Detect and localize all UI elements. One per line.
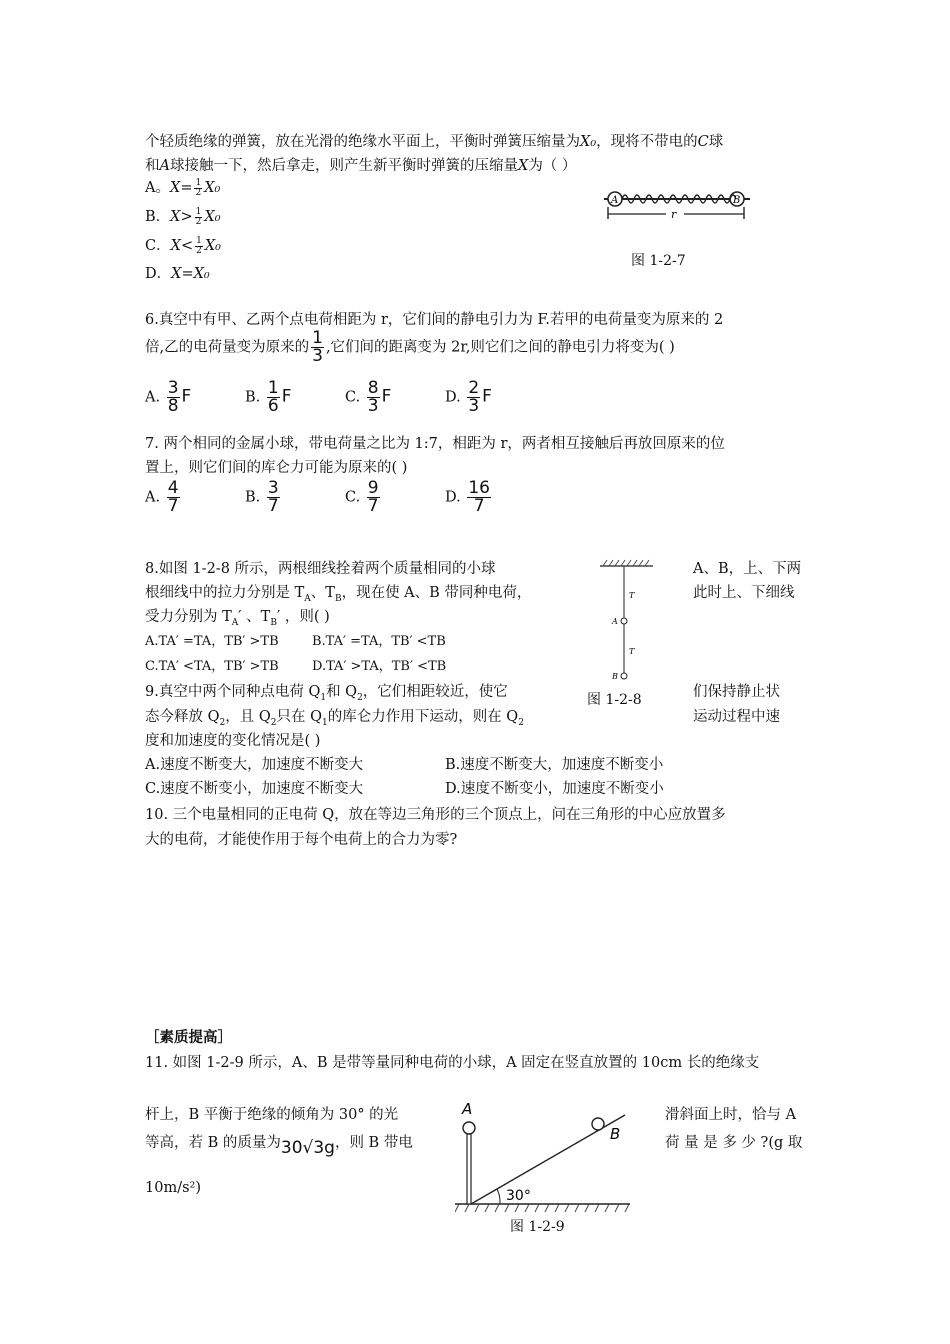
q9-option-d: D.速度不断变小，加速度不断变小 xyxy=(445,781,664,797)
q6-option-c: C. $\frac{8}{3}$ F xyxy=(345,378,392,416)
q5-option-a: A。X= $\frac{1}{2}$ X₀ xyxy=(145,177,221,198)
q6-option-a: A. $\frac{3}{8}$ F xyxy=(145,378,192,416)
fig-label-angle: 30° xyxy=(506,1188,531,1204)
q8-option-c: C.TA′ <TA，TB′ >TB xyxy=(145,659,279,674)
q9-option-a: A.速度不断变大，加速度不断变大 xyxy=(145,757,364,773)
q8-option-a: A.TA′ =TA，TB′ >TB xyxy=(145,634,279,649)
q8-line1-right: A、B，上、下两 xyxy=(693,561,802,577)
q7-line2: 置上，则它们间的库仑力可能为原来的( ) xyxy=(145,460,408,476)
q6-option-d: D. $\frac{2}{3}$ F xyxy=(445,378,492,416)
q5-frac-half: $\frac{1}{2}$ xyxy=(195,177,202,198)
fig-label-a: A xyxy=(611,195,619,206)
fig-label-a: A xyxy=(612,617,618,626)
q9-line3: 度和加速度的变化情况是( ) xyxy=(145,733,321,749)
fig-label-ta: T xyxy=(629,591,635,600)
q8-option-b: B.TA′ =TA，TB′ <TB xyxy=(312,634,446,649)
fig-label-a: A xyxy=(462,1100,473,1118)
q8-line2: 根细线中的拉力分别是 $T_A$、$T_B$，现在使 A、B 带同种电荷， xyxy=(145,585,532,604)
q11-line3: 等高，若 B 的质量为30√3g，则 B 带电 xyxy=(145,1135,413,1158)
q10-line2: 大的电荷，才能使作用于每个电荷上的合力为零? xyxy=(145,832,458,848)
q5-line1: 个轻质绝缘的弹簧，放在光滑的绝缘水平面上，平衡时弹簧压缩量为X₀，现将不带电的C球 xyxy=(145,134,724,150)
q5-option-b: B．X> $\frac{1}{2}$ X₀ xyxy=(145,206,221,227)
q9-line1: 9.真空中两个同种点电荷 $Q_1$和 $Q_2$，它们相距较近，使它 xyxy=(145,684,508,703)
figure-1-2-8-caption: 图 1-2-8 xyxy=(587,692,642,708)
q9-option-b: B.速度不断变大，加速度不断变小 xyxy=(445,757,664,773)
q11-line2-right: 滑斜面上时，恰与 A xyxy=(665,1107,797,1123)
q8-line3: 受力分别为 $T_A'$ 、$T_B'$ ，则( ) xyxy=(145,609,330,628)
q7-line1: 7. 两个相同的金属小球，带电荷量之比为 1:7，相距为 r，两者相互接触后再放回原来的位 xyxy=(145,436,725,452)
q11-line1: 11. 如图 1-2-9 所示，A、B 是带等量同种电荷的小球，A 固定在竖直放置的 10cm 长的绝缘支 xyxy=(145,1055,760,1071)
section-title: ［素质提高］ xyxy=(145,1029,232,1046)
fig-label-b: B xyxy=(733,195,741,206)
q9-option-c: C.速度不断变小，加速度不断变大 xyxy=(145,781,364,797)
figure-1-2-8-hanging-balls xyxy=(595,558,665,686)
q8-line1: 8.如图 1-2-8 所示，两根细线拴着两个质量相同的小球 xyxy=(145,561,496,577)
fig-label-b: B xyxy=(610,1125,621,1143)
q11-line3-right: 荷 量 是 多 少 ?(g 取 xyxy=(665,1135,803,1151)
figure-1-2-7-spring xyxy=(600,185,760,230)
q9-line1-right: 们保持静止状 xyxy=(693,684,780,700)
fig-label-r: r xyxy=(671,208,677,221)
q7-option-d: D. $\frac{16}{7}$ xyxy=(445,478,490,516)
q9-line2-right: 运动过程中速 xyxy=(693,709,780,725)
q11-line2: 杆上，B 平衡于绝缘的倾角为 30° 的光 xyxy=(145,1107,399,1123)
q7-option-b: B. $\frac{3}{7}$ xyxy=(245,478,279,516)
q7-option-a: A. $\frac{4}{7}$ xyxy=(145,478,179,516)
q11-mass: 30√3g xyxy=(280,1138,335,1158)
fig-label-tb: T xyxy=(629,647,635,656)
figure-1-2-9-incline xyxy=(455,1098,635,1216)
fig-label-b: B xyxy=(612,672,618,681)
q7-option-c: C. $\frac{9}{7}$ xyxy=(345,478,379,516)
q8-line2-right: 此时上、下细线 xyxy=(693,585,795,601)
q9-line2: 态今释放 $Q_2$，且 $Q_2$只在 $Q_1$的库仑力作用下运动，则在 $Q_2$ xyxy=(145,709,524,728)
q6-line2: 倍,乙的电荷量变为原来的 $\frac{1}{3}$ ,它们间的距离变为 2r,则它们之间的静电引力将变为( ) xyxy=(145,328,675,366)
figure-1-2-7-caption: 图 1-2-7 xyxy=(631,253,686,269)
q5-option-d: D．X=X₀ xyxy=(145,266,210,282)
q11-line4: 10m/s²) xyxy=(145,1180,201,1196)
q5-option-c: C．X< $\frac{1}{2}$ X₀ xyxy=(145,235,221,256)
q6-line1: 6.真空中有甲、乙两个点电荷相距为 r，它们间的静电引力为 F.若甲的电荷量变为原来的 2 xyxy=(145,312,724,328)
q6-option-b: B. $\frac{1}{6}$ F xyxy=(245,378,292,416)
q10-line1: 10. 三个电量相同的正电荷 Q，放在等边三角形的三个顶点上，问在三角形的中心应放置多 xyxy=(145,807,726,823)
figure-1-2-9-caption: 图 1-2-9 xyxy=(510,1219,565,1235)
q8-option-d: D.TA′ >TA，TB′ <TB xyxy=(312,659,447,674)
q5-line2: 和A球接触一下，然后拿走，则产生新平衡时弹簧的压缩量X为（ ） xyxy=(145,158,577,174)
